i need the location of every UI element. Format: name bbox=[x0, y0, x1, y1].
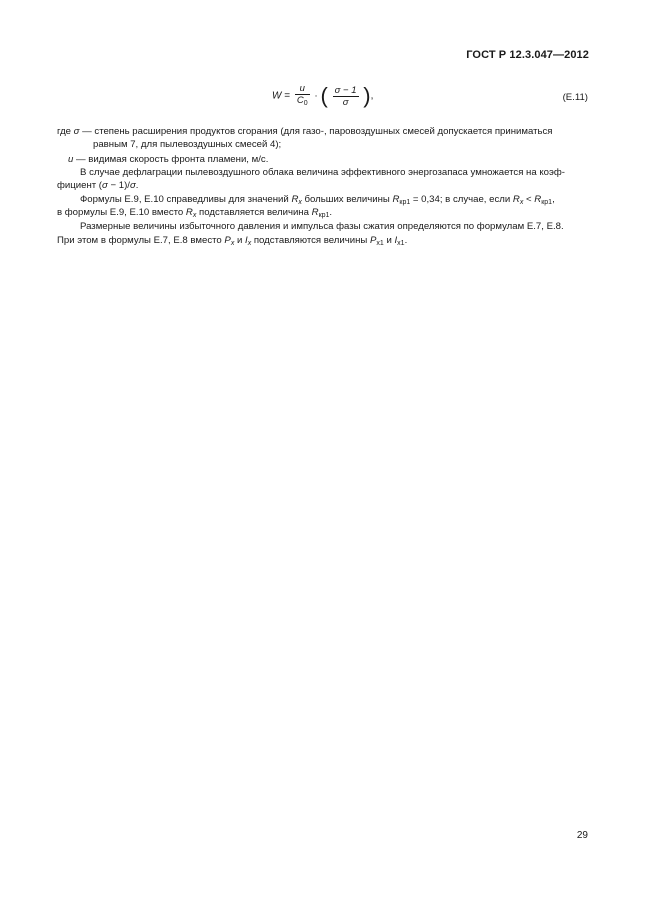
equation-number: (Е.11) bbox=[562, 92, 588, 103]
fraction-2-numerator: σ − 1 bbox=[334, 84, 357, 96]
text-line-4: В случае дефлаграции пылевоздушного облака величина эффективного энергозапаса умножается на коэф- bbox=[80, 167, 565, 178]
formula-equals: = bbox=[284, 90, 291, 102]
text-line-3: u — видимая скорость фронта пламени, м/с. bbox=[68, 154, 269, 165]
text-line-2: равным 7, для пылевоздушных смесей 4); bbox=[93, 139, 282, 150]
text-line-9: При этом в формулы Е.7, Е.8 вместо $P_x$ и $I_x$ подставляются величины $P_{x1}$ и $I_{x1}$. bbox=[57, 235, 408, 247]
fraction-1-denominator: $C_0$ bbox=[296, 95, 308, 107]
text-line-6: Формулы Е.9, Е.10 справедливы для значений $R_x$ больших величины $R_{кр1} = 0,34$; в случае, если $R_x < R_{кр1}$, bbox=[80, 194, 555, 206]
formula-lhs: W bbox=[272, 90, 282, 102]
fraction-2-denominator: σ bbox=[342, 96, 349, 108]
text-line-7: в формулы Е.9, Е.10 вместо $R_x$ подставляется величина $R_{кр1}$. bbox=[57, 207, 333, 219]
text-line-1: где σ — степень расширения продуктов сгорания (для газо-, паровоздушных смесей допускается приниматься bbox=[57, 126, 553, 137]
document-code: ГОСТ Р 12.3.047—2012 bbox=[466, 49, 589, 61]
text-line-5: фициент (σ − 1)/σ. bbox=[57, 180, 139, 191]
fraction-1-numerator: u bbox=[295, 83, 310, 95]
right-paren: ) bbox=[363, 83, 371, 108]
left-paren: ( bbox=[320, 83, 328, 108]
formula-e11 bbox=[272, 83, 373, 113]
page-number: 29 bbox=[576, 830, 588, 841]
formula-fraction-1 bbox=[295, 83, 310, 109]
formula-fraction-2 bbox=[333, 85, 359, 108]
formula-dot: · bbox=[314, 90, 318, 102]
text-line-8: Размерные величины избыточного давления и импульса фазы сжатия определяются по формулам Е.7, Е.8. bbox=[80, 221, 564, 232]
formula-trail: , bbox=[370, 90, 374, 102]
